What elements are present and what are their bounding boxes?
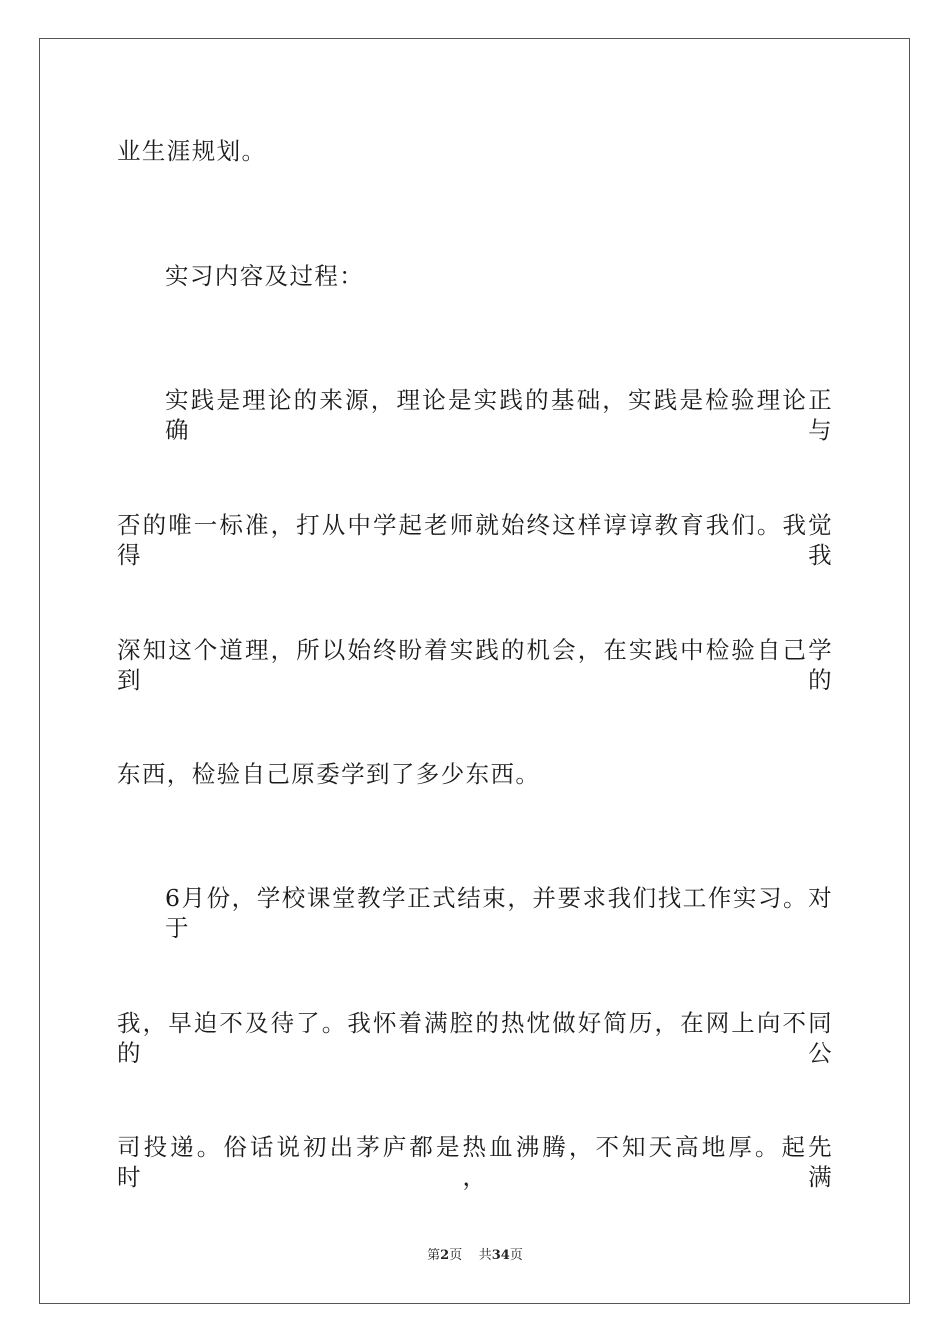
text-line-9: 司投递。俗话说初出茅庐都是热血沸腾，不知天高地厚。起先时，满: [117, 1133, 833, 1191]
text-line-4: 否的唯一标准，打从中学起老师就始终这样谆谆教育我们。我觉得我: [117, 511, 833, 569]
text-line-7: 6月份，学校课堂教学正式结束，并要求我们找工作实习。对于: [165, 884, 833, 942]
page-footer: [0, 1247, 950, 1265]
text-line-1: 业生涯规划。: [117, 137, 267, 165]
total-suffix: 页: [509, 1248, 523, 1263]
page-number: 2: [440, 1248, 450, 1263]
page-suffix: 页: [449, 1248, 463, 1263]
text-line-8: 我，早迫不及待了。我怀着满腔的热忱做好简历，在网上向不同的公: [117, 1009, 833, 1067]
text-line-5: 深知这个道理，所以始终盼着实践的机会，在实践中检验自己学到的: [117, 636, 833, 694]
page-prefix: 第: [427, 1248, 441, 1263]
text-line-3: 实践是理论的来源，理论是实践的基础，实践是检验理论正确与: [165, 386, 833, 444]
text-line-2: 实习内容及过程：: [165, 262, 365, 290]
text-line-6: 东西，检验自己原委学到了多少东西。: [117, 760, 541, 788]
total-prefix: 共: [478, 1248, 492, 1263]
total-pages: 34: [491, 1248, 510, 1263]
